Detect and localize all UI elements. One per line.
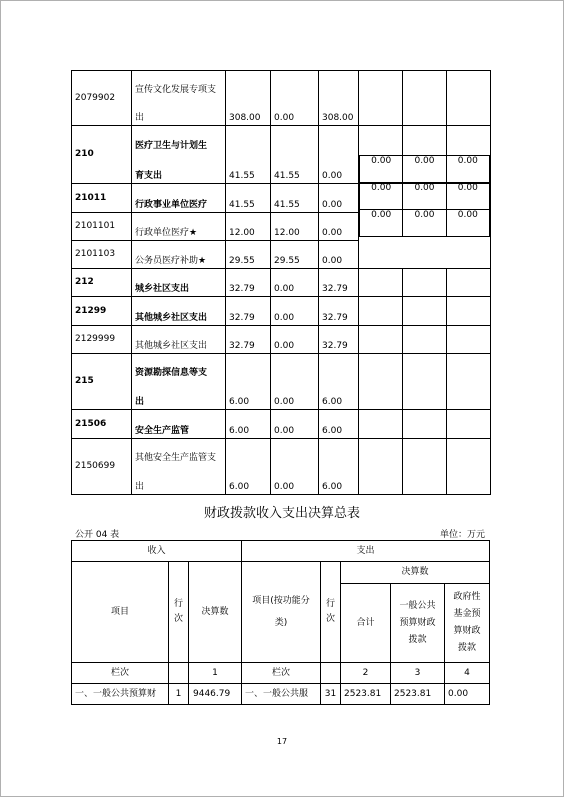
income-header: 收入 (72, 541, 242, 562)
value-basic: 0.00 (271, 269, 319, 297)
col-4: 4 (445, 663, 490, 684)
item-name: 医疗卫生与计划生 育支出 (132, 126, 226, 184)
item-name: 公务员医疗补助★ (132, 241, 226, 269)
table-row (72, 269, 491, 297)
item-code: 212 (72, 269, 132, 297)
value-total: 6.00 (226, 354, 271, 410)
item-code: 21506 (72, 410, 132, 439)
item-code: 210 (72, 126, 132, 184)
value-project: 6.00 (319, 354, 359, 410)
table-row (72, 71, 491, 126)
value-basic: 12.00 (271, 213, 319, 241)
value-total: 41.55 (226, 184, 271, 213)
nested-cell: 0.00 (403, 156, 446, 183)
value-project: 6.00 (319, 439, 359, 495)
item-name: 城乡社区支出 (132, 269, 226, 297)
empty-cell (359, 71, 403, 126)
value-basic: 0.00 (271, 326, 319, 354)
empty-cell (403, 71, 447, 126)
col-2: 2 (341, 663, 391, 684)
empty-cell (447, 326, 491, 354)
income-amount-header: 决算数 (189, 562, 242, 663)
nested-values-table (359, 155, 490, 237)
expense-item-header: 项目(按功能分类) (242, 562, 321, 663)
col-3: 3 (391, 663, 445, 684)
income-row-header: 行 次 (169, 562, 189, 663)
nested-row (360, 156, 490, 183)
expense-item-cell: 一、一般公共服 (242, 684, 321, 705)
empty-cell (403, 297, 447, 326)
value-total: 41.55 (226, 126, 271, 184)
value-basic: 0.00 (271, 410, 319, 439)
value-project: 6.00 (319, 410, 359, 439)
value-project: 0.00 (319, 213, 359, 241)
expense-header: 支出 (242, 541, 490, 562)
income-row-cell: 1 (169, 684, 189, 705)
item-code: 2101101 (72, 213, 132, 241)
value-total: 32.79 (226, 326, 271, 354)
lanci-blank-1 (169, 663, 189, 684)
value-project: 32.79 (319, 326, 359, 354)
expense-row-cell: 31 (321, 684, 341, 705)
nested-cell: 0.00 (360, 210, 403, 237)
gov-fund-header: 政府性基金预算财政拨款 (445, 584, 490, 663)
value-project: 32.79 (319, 297, 359, 326)
item-name: 安全生产监管 (132, 410, 226, 439)
item-name: 资源勘探信息等支 出 (132, 354, 226, 410)
empty-cell (403, 354, 447, 410)
value-total: 308.00 (226, 71, 271, 126)
table-row (72, 326, 491, 354)
item-name: 行政单位医疗★ (132, 213, 226, 241)
table-row (72, 439, 491, 495)
general-value-cell: 2523.81 (391, 684, 445, 705)
expenditure-detail-table (71, 70, 491, 495)
nested-cell: 0.00 (403, 210, 446, 237)
value-project: 0.00 (319, 241, 359, 269)
report-title: 财政拨款收入支出决算总表 (203, 506, 360, 521)
empty-cell (403, 410, 447, 439)
empty-cell (359, 354, 403, 410)
empty-cell (359, 326, 403, 354)
empty-cell (359, 439, 403, 495)
value-basic: 0.00 (271, 439, 319, 495)
total-header: 合计 (341, 584, 391, 663)
item-code: 2079902 (72, 71, 132, 126)
nested-cell: 0.00 (403, 183, 446, 210)
value-basic: 0.00 (271, 71, 319, 126)
empty-cell (447, 410, 491, 439)
general-budget-header: 一般公共预算财政拨款 (391, 584, 445, 663)
item-name: 其他城乡社区支出 (132, 297, 226, 326)
income-item-header: 项目 (72, 562, 169, 663)
lanci-income: 栏次 (72, 663, 169, 684)
form-number: 公开 04 表 (75, 530, 120, 540)
income-item-cell: 一、一般公共预算财 (72, 684, 169, 705)
unit-label: 单位：万元 (439, 530, 485, 540)
nested-row (360, 183, 490, 210)
nested-cell: 0.00 (446, 183, 489, 210)
income-value-cell: 9446.79 (189, 684, 242, 705)
item-code: 21011 (72, 184, 132, 213)
value-basic: 41.55 (271, 184, 319, 213)
item-name: 宣传文化发展专项支 出 (132, 71, 226, 126)
empty-cell (403, 269, 447, 297)
empty-cell (447, 439, 491, 495)
value-total: 6.00 (226, 410, 271, 439)
table-row (72, 297, 491, 326)
fund-value-cell: 0.00 (445, 684, 490, 705)
value-total: 32.79 (226, 297, 271, 326)
empty-cell (447, 297, 491, 326)
nested-row (360, 210, 490, 237)
empty-cell (359, 410, 403, 439)
empty-cell (447, 269, 491, 297)
table-row (72, 354, 491, 410)
item-name: 其他安全生产监管支 出 (132, 439, 226, 495)
item-code: 2129999 (72, 326, 132, 354)
empty-cell (403, 326, 447, 354)
value-project: 0.00 (319, 126, 359, 184)
value-basic: 0.00 (271, 354, 319, 410)
value-total: 32.79 (226, 269, 271, 297)
nested-cell: 0.00 (446, 156, 489, 183)
nested-cell: 0.00 (360, 183, 403, 210)
nested-values-block (359, 156, 491, 269)
item-name: 行政事业单位医疗 (132, 184, 226, 213)
table-row (72, 184, 491, 213)
total-value-cell: 2523.81 (341, 684, 391, 705)
value-total: 6.00 (226, 439, 271, 495)
lanci-blank-2 (321, 663, 341, 684)
item-code: 215 (72, 354, 132, 410)
empty-cell (447, 354, 491, 410)
empty-cell (359, 269, 403, 297)
value-total: 12.00 (226, 213, 271, 241)
value-project: 308.00 (319, 71, 359, 126)
value-basic: 0.00 (271, 297, 319, 326)
empty-cell (359, 297, 403, 326)
item-code: 21299 (72, 297, 132, 326)
nested-cell: 0.00 (360, 156, 403, 183)
summary-table (71, 540, 490, 705)
value-basic: 29.55 (271, 241, 319, 269)
page-number: 17 (276, 737, 288, 746)
empty-cell (447, 71, 491, 126)
item-code: 2150699 (72, 439, 132, 495)
item-name: 其他城乡社区支出 (132, 326, 226, 354)
nested-cell: 0.00 (446, 210, 489, 237)
value-basic: 41.55 (271, 126, 319, 184)
item-code: 2101103 (72, 241, 132, 269)
decision-amount-header: 决算数 (341, 562, 490, 584)
col-1: 1 (189, 663, 242, 684)
value-project: 0.00 (319, 184, 359, 213)
value-total: 29.55 (226, 241, 271, 269)
table-row (72, 410, 491, 439)
empty-cell (403, 439, 447, 495)
expense-row-header: 行 次 (321, 562, 341, 663)
value-project: 32.79 (319, 269, 359, 297)
lanci-expense: 栏次 (242, 663, 321, 684)
